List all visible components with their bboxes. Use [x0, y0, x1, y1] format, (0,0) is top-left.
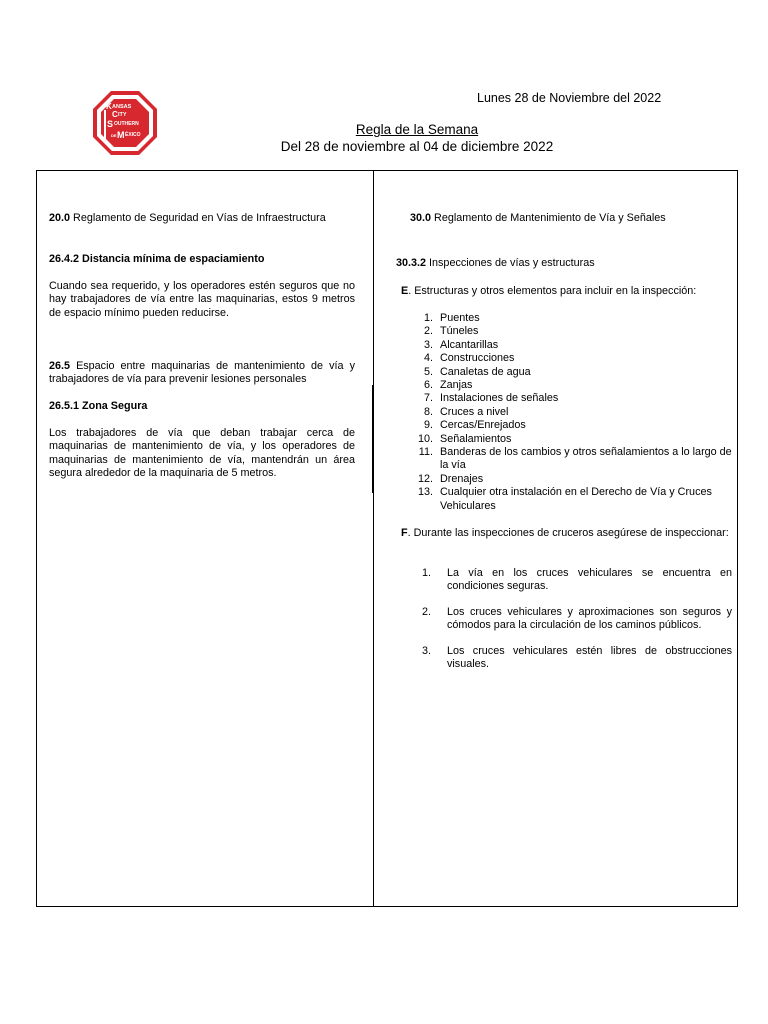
list-item-text: Alcantarillas: [440, 338, 499, 351]
document-date: Lunes 28 de Noviembre del 2022: [477, 91, 662, 105]
list-item-number: 13.: [417, 486, 433, 499]
structures-list-item: [413, 392, 733, 405]
right-item-f-letter: F: [401, 527, 408, 539]
structures-list-item: [413, 366, 733, 379]
structures-list-item: [413, 339, 733, 352]
list-item-text: Los cruces vehiculares y aproximaciones son seguros y cómodos para la circulación de los caminos públicos.: [447, 605, 732, 632]
left-section-265: [49, 360, 355, 387]
list-item-number: 10.: [417, 432, 433, 445]
list-item-number: 4.: [423, 352, 433, 365]
left-section-2651-heading: [49, 400, 359, 413]
left-section-2642-body: Cuando sea requerido, y los operadores estén seguros que no hay trabajadores de vía entre las maquinarias, estos 9 metros de espacio mínimo pueden reducirse.: [49, 280, 355, 319]
list-item-text: La vía en los cruces vehiculares se encuentra en condiciones seguras.: [447, 567, 732, 593]
right-item-e-intro: [401, 285, 731, 298]
list-item-number: 1.: [421, 567, 431, 579]
svg-text:C: C: [112, 110, 118, 119]
list-item-number: 12.: [417, 472, 433, 485]
list-item-text: Señalamientos: [440, 432, 512, 445]
list-item-text: Zanjas: [440, 379, 473, 392]
structures-list: [413, 312, 733, 513]
structures-list-item: [413, 446, 733, 473]
structures-list-item: [413, 486, 733, 513]
list-item-text: Cruces a nivel: [440, 405, 509, 418]
left-section-20-number: 20.0: [49, 212, 71, 224]
svg-text:DE: DE: [111, 133, 117, 138]
column-divider: [373, 170, 374, 907]
column-divider-accent: [372, 385, 374, 493]
list-item-text: Los cruces vehiculares estén libres de obstrucciones visuales.: [447, 644, 732, 671]
list-item-number: 9.: [423, 419, 433, 432]
crossing-inspection-list-item: [417, 606, 732, 633]
left-section-20: [49, 212, 359, 225]
structures-list-item: [413, 352, 733, 365]
right-item-f-text: . Durante las inspecciones de cruceros asegúrese de inspeccionar:: [407, 527, 729, 539]
structures-list-item: [413, 419, 733, 432]
right-section-3032-title: Inspecciones de vías y estructuras: [426, 257, 595, 269]
svg-text:ANSAS: ANSAS: [112, 104, 132, 110]
list-item-number: 6.: [423, 379, 433, 392]
document-subtitle: Del 28 de noviembre al 04 de diciembre 2022: [280, 139, 554, 154]
list-item-number: 2.: [421, 605, 431, 618]
right-section-30: [410, 212, 730, 225]
list-item-text: Banderas de los cambios y otros señalamientos a lo largo de la vía: [440, 446, 732, 472]
left-section-265-title: Espacio entre maquinarias de mantenimiento de vía y trabajadores de vía para prevenir lesiones personales: [49, 360, 355, 386]
structures-list-item: [413, 473, 733, 486]
svg-text:M: M: [117, 130, 125, 140]
list-item-number: 3.: [423, 338, 433, 351]
list-item-number: 7.: [423, 392, 433, 405]
structures-list-item: [413, 379, 733, 392]
svg-text:OUTHERN: OUTHERN: [114, 121, 139, 127]
right-section-3032-number: 30.3.2: [396, 257, 427, 269]
list-item-number: 2.: [423, 325, 433, 338]
document-title: Regla de la Semana: [355, 122, 479, 137]
right-item-e-text: . Estructuras y otros elementos para incluir en la inspección:: [408, 285, 697, 297]
list-item-text: Drenajes: [440, 472, 484, 485]
left-section-265-number: 26.5: [49, 360, 71, 372]
left-section-2651-heading-text: 26.5.1 Zona Segura: [49, 400, 148, 412]
structures-list-item: [413, 325, 733, 338]
right-section-3032: [396, 257, 726, 270]
right-item-f-intro: [380, 527, 731, 540]
crossing-inspection-list-item: [417, 645, 732, 672]
list-item-text: Cualquier otra instalación en el Derecho de Vía y Cruces Vehiculares: [440, 486, 712, 512]
svg-text:K: K: [106, 102, 112, 111]
crossing-inspection-list-item: [417, 567, 732, 594]
right-section-30-title: Reglamento de Mantenimiento de Vía y Señales: [431, 212, 666, 224]
left-section-2642-heading: [49, 253, 359, 266]
list-item-number: 11.: [418, 446, 433, 459]
list-item-number: 8.: [423, 405, 433, 418]
structures-list-item: [413, 312, 733, 325]
list-item-text: Puentes: [440, 312, 480, 324]
list-item-number: 1.: [423, 312, 433, 324]
list-item-text: Túneles: [440, 325, 479, 338]
svg-text:ITY: ITY: [118, 112, 127, 118]
left-section-20-title: Reglamento de Seguridad en Vías de Infraestructura: [70, 212, 326, 224]
left-section-2651-body: Los trabajadores de vía que deban trabajar cerca de maquinarias de mantenimiento de vía, y los operadores de maquinarias de mantenimiento de vía, mantendrán un área segura alrededor de la maquinaria de 5 metros.: [49, 427, 355, 480]
right-section-30-number: 30.0: [410, 212, 432, 224]
svg-text:S: S: [107, 119, 114, 129]
list-item-number: 5.: [423, 365, 433, 378]
left-section-2642-heading-text: 26.4.2 Distancia mínima de espaciamiento: [49, 253, 265, 265]
crossing-inspection-list: [417, 567, 732, 683]
list-item-text: Canaletas de agua: [440, 365, 531, 378]
list-item-text: Instalaciones de señales: [440, 392, 559, 405]
list-item-text: Construcciones: [440, 352, 515, 365]
right-item-e-letter: E: [401, 285, 409, 297]
svg-text:ÉXICO: ÉXICO: [125, 132, 141, 138]
list-item-text: Cercas/Enrejados: [440, 419, 526, 432]
structures-list-item: [413, 406, 733, 419]
list-item-number: 3.: [421, 644, 431, 657]
structures-list-item: [413, 433, 733, 446]
